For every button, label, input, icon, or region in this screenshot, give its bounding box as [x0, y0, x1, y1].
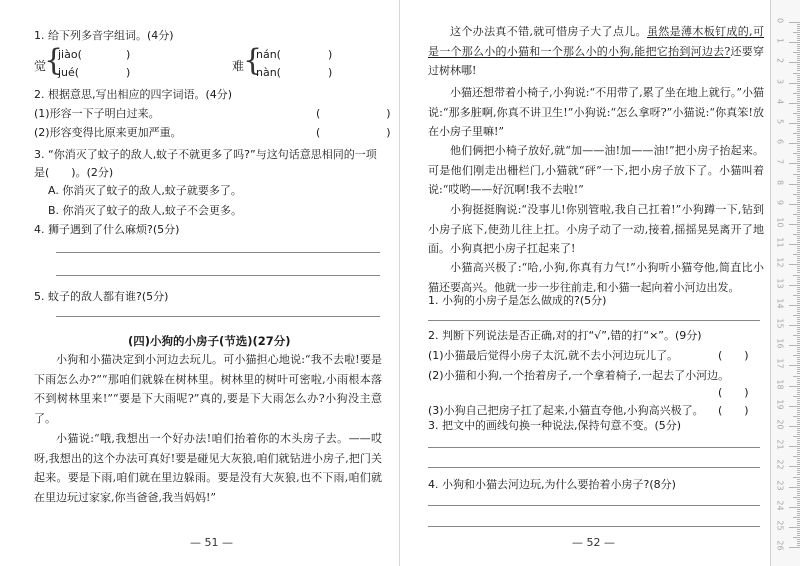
char2-close-2: ): [328, 66, 333, 79]
ruler-major-tick: [789, 386, 800, 387]
ruler-major-tick: [789, 446, 800, 447]
ruler-major-tick: [789, 305, 800, 306]
ruler-minor-tick: [793, 133, 800, 134]
ruler-minor-tick: [793, 315, 800, 316]
ruler-minor-tick: [793, 497, 800, 498]
ruler-number: 18: [775, 379, 785, 390]
char2-pinyin-2: nàn(: [256, 66, 281, 79]
q3-option-a[interactable]: A. 你消灭了蚊子的敌人,蚊子就要多了。: [48, 184, 242, 197]
ruler-minor-tick: [793, 396, 800, 397]
ruler-number: 19: [775, 399, 785, 410]
char1-pinyin-2: jué(: [58, 66, 80, 79]
ruler-major-tick: [789, 62, 800, 63]
ruler-minor-tick: [793, 93, 800, 94]
polyphone-char-1: 觉: [34, 59, 47, 73]
q4-title-right: 4. 小狗和小猫去河边玩,为什么要抬着小房子?(8分): [428, 478, 676, 491]
judge-item-2: (2)小猫和小狗,一个抬着房子,一个拿着椅子,一起去了小河边。: [428, 369, 730, 382]
ruler-number: 8: [775, 179, 785, 185]
polyphone-char-2: 难: [232, 59, 245, 73]
ruler-minor-tick: [793, 275, 800, 276]
ruler-minor-tick: [793, 73, 800, 74]
q3-option-b[interactable]: B. 你消灭了蚊子的敌人,蚊子不会更多。: [48, 204, 243, 217]
ruler-minor-tick: [793, 214, 800, 215]
ruler-number: 14: [775, 298, 785, 309]
ruler-number: 0: [775, 17, 785, 24]
section-title: (四)小狗的小房子(节选)(27分): [128, 334, 291, 348]
char1-close-2: ): [126, 66, 131, 79]
char2-pinyin-1: nán(: [256, 48, 281, 61]
measuring-ruler: [770, 0, 800, 566]
ruler-major-tick: [789, 123, 800, 124]
ruler-minor-tick: [793, 335, 800, 336]
page-52: [400, 0, 770, 566]
page-number-52: — 52 —: [572, 536, 615, 549]
passage-paragraph-4: 小猫还想带着小椅子,小狗说:“不用带了,累了坐在地上就行。”小猫说:“那多脏啊,你真不讲卫生!”小狗说:“怎么拿呀?”小猫说:“你真笨!放在小房子里嘛!”: [428, 86, 764, 138]
ruler-minor-tick: [793, 456, 800, 457]
ruler-number: 12: [775, 257, 785, 268]
q2-title: 2. 根据意思,写出相应的四字词语。(4分): [34, 88, 233, 101]
ruler-major-tick: [789, 285, 800, 286]
judge-mark-3[interactable]: ( ): [718, 404, 749, 417]
ruler-major-tick: [789, 527, 800, 528]
ruler-major-tick: [789, 507, 800, 508]
ruler-number: 3: [775, 78, 785, 84]
q4-answer-line-1-right[interactable]: [428, 505, 760, 506]
ruler-minor-tick: [793, 32, 800, 33]
q3-answer-line-1[interactable]: [428, 447, 760, 448]
q2-title-right: 2. 判断下列说法是否正确,对的打“√”,错的打“×”。(9分): [428, 329, 702, 342]
page-number-51: — 51 —: [190, 536, 233, 549]
q5-answer-line[interactable]: [56, 316, 380, 317]
ruler-minor-tick: [793, 153, 800, 154]
ruler-number: 11: [775, 237, 785, 248]
q1-title-right: 1. 小狗的小房子是怎么做成的?(5分): [428, 294, 607, 307]
ruler-major-tick: [789, 42, 800, 43]
q1-answer-line[interactable]: [428, 320, 760, 321]
ruler-minor-tick: [793, 436, 800, 437]
ruler-number: 16: [775, 338, 785, 349]
para3-text-a: 这个办法真不错,就可惜房子大了点儿。: [450, 25, 647, 38]
ruler-major-tick: [789, 143, 800, 144]
ruler-major-tick: [789, 83, 800, 84]
ruler-major-tick: [789, 406, 800, 407]
q2-answer-2[interactable]: ( ): [316, 126, 391, 139]
ruler-minor-tick: [793, 174, 800, 175]
ruler-number: 21: [775, 439, 785, 450]
passage-paragraph-5: 他们俩把小椅子放好,就“加——油!加——油!”把小房子抬起来。可是他们刚走出栅栏门,小猫就“砰”一下,把小房子放下了。小猫叫着说:“哎哟——好沉啊!我不去啦!”: [428, 144, 764, 196]
ruler-number: 25: [775, 520, 785, 531]
ruler-minor-tick: [793, 52, 800, 53]
ruler-number: 1: [775, 38, 785, 44]
ruler-minor-tick: [793, 376, 800, 377]
ruler-major-tick: [789, 184, 800, 185]
ruler-number: 4: [775, 98, 785, 104]
passage-paragraph-3: [428, 22, 764, 81]
ruler-major-tick: [789, 163, 800, 164]
ruler-number: 26: [775, 540, 785, 551]
ruler-major-tick: [789, 426, 800, 427]
ruler-minor-tick: [793, 113, 800, 114]
ruler-minor-tick: [793, 355, 800, 356]
q4-answer-line-1[interactable]: [56, 252, 380, 253]
q2-item-1: (1)形容一下子明白过来。: [34, 107, 160, 120]
q2-item-2: (2)形容变得比原来更加严重。: [34, 126, 182, 139]
ruler-minor-tick: [793, 234, 800, 235]
q5-title: 5. 蚊子的敌人都有谁?(5分): [34, 290, 169, 303]
para3-text-c: 还要穿过树林哪!: [428, 44, 764, 77]
passage-paragraph-6: 小狗挺挺胸说:“没事儿!你别管啦,我自己扛着!”小狗蹲一下,钻到小房子底下,使劲儿往上扛。小房子动了一动,接着,摇摇晃晃离开了地面。小狗真把小房子扛起来了!: [428, 203, 764, 255]
ruler-number: 7: [775, 159, 785, 165]
ruler-minor-tick: [793, 517, 800, 518]
ruler-minor-tick: [793, 295, 800, 296]
q2-answer-1[interactable]: ( ): [316, 107, 391, 120]
judge-mark-1[interactable]: ( ): [718, 349, 749, 362]
ruler-major-tick: [789, 204, 800, 205]
char1-close-1: ): [126, 48, 131, 61]
q4-title: 4. 狮子遇到了什么麻烦?(5分): [34, 223, 180, 236]
ruler-number: 15: [775, 318, 785, 329]
ruler-major-tick: [789, 244, 800, 245]
ruler-minor-tick: [793, 416, 800, 417]
ruler-minor-tick: [793, 477, 800, 478]
underlined-sentence: 虽然是薄木板钉成的,可是一个那么小的小猫和一个那么小的小狗,能把它抬到河边去?: [428, 25, 765, 58]
ruler-major-tick: [789, 365, 800, 366]
ruler-major-tick: [789, 224, 800, 225]
ruler-minor-tick: [793, 537, 800, 538]
q4-answer-line-2-right[interactable]: [428, 526, 760, 527]
ruler-major-tick: [789, 264, 800, 265]
passage-paragraph-7: 小猫高兴极了:“哈,小狗,你真有力气!”小狗听小猫夸他,简直比小猫还要高兴。他就一步一步往前走,和小猫一起向着小河边出发。: [428, 261, 764, 294]
ruler-major-tick: [789, 487, 800, 488]
ruler-number: 20: [775, 419, 785, 430]
judge-mark-2[interactable]: ( ): [718, 386, 749, 399]
ruler-major-tick: [789, 325, 800, 326]
ruler-major-tick: [789, 103, 800, 104]
ruler-number: 17: [775, 358, 785, 369]
judge-item-3: (3)小狗自己把房子扛了起来,小猫直夸他,小狗高兴极了。: [428, 404, 704, 417]
ruler-number: 9: [775, 199, 785, 205]
ruler-number: 5: [775, 118, 785, 125]
ruler-number: 6: [775, 139, 785, 145]
ruler-major-tick: [789, 22, 800, 23]
q3-answer-line-2[interactable]: [428, 467, 760, 468]
ruler-number: 23: [775, 480, 785, 491]
passage-paragraph-2: 小猫说:“哦,我想出一个好办法!咱们抬着你的木头房子去。——哎呀,我想出的这个办法可真好!要是碰见大灰狼,咱们就钻进小房子,把门关起来。要是下雨,咱们就在里边躲雨。要是没有大灰狼,也不下雨,咱们就在里边玩过家家,你当爸爸,我当妈妈!”: [34, 432, 382, 504]
ruler-minor-tick: [793, 254, 800, 255]
ruler-major-tick: [789, 466, 800, 467]
ruler-number: 24: [775, 500, 785, 511]
q1-title: 1. 给下列多音字组词。(4分): [34, 29, 174, 42]
q3-title: 3. “你消灭了蚊子的敌人,蚊子不就更多了吗?”与这句话意思相同的一项是( )。(2分): [34, 148, 377, 179]
ruler-number: 22: [775, 459, 785, 470]
ruler-minor-tick: [793, 194, 800, 195]
q3-title-right: 3. 把文中的画线句换一种说法,保持句意不变。(5分): [428, 419, 682, 432]
char1-pinyin-1: jiào(: [58, 48, 82, 61]
passage-paragraph-1: 小狗和小猫决定到小河边去玩儿。可小猫担心地说:“我不去啦!要是下雨怎么办?”“那咱们就躲在树林里。树林里的树叶可密啦,小雨根本落不到树林里来!”“要是下大雨呢?”真的,要是下大雨怎么办?小狗没主意了。: [34, 353, 382, 425]
q4-answer-line-2[interactable]: [56, 275, 380, 276]
ruler-number: 10: [775, 217, 785, 228]
ruler-number: 13: [775, 278, 785, 289]
char2-close-1: ): [328, 48, 333, 61]
ruler-major-tick: [789, 547, 800, 548]
ruler-number: 2: [775, 58, 785, 64]
brace-1: {: [44, 43, 64, 78]
brace-2: {: [243, 43, 263, 78]
judge-item-1: (1)小猫最后觉得小房子太沉,就不去小河边玩儿了。: [428, 349, 679, 362]
ruler-major-tick: [789, 345, 800, 346]
